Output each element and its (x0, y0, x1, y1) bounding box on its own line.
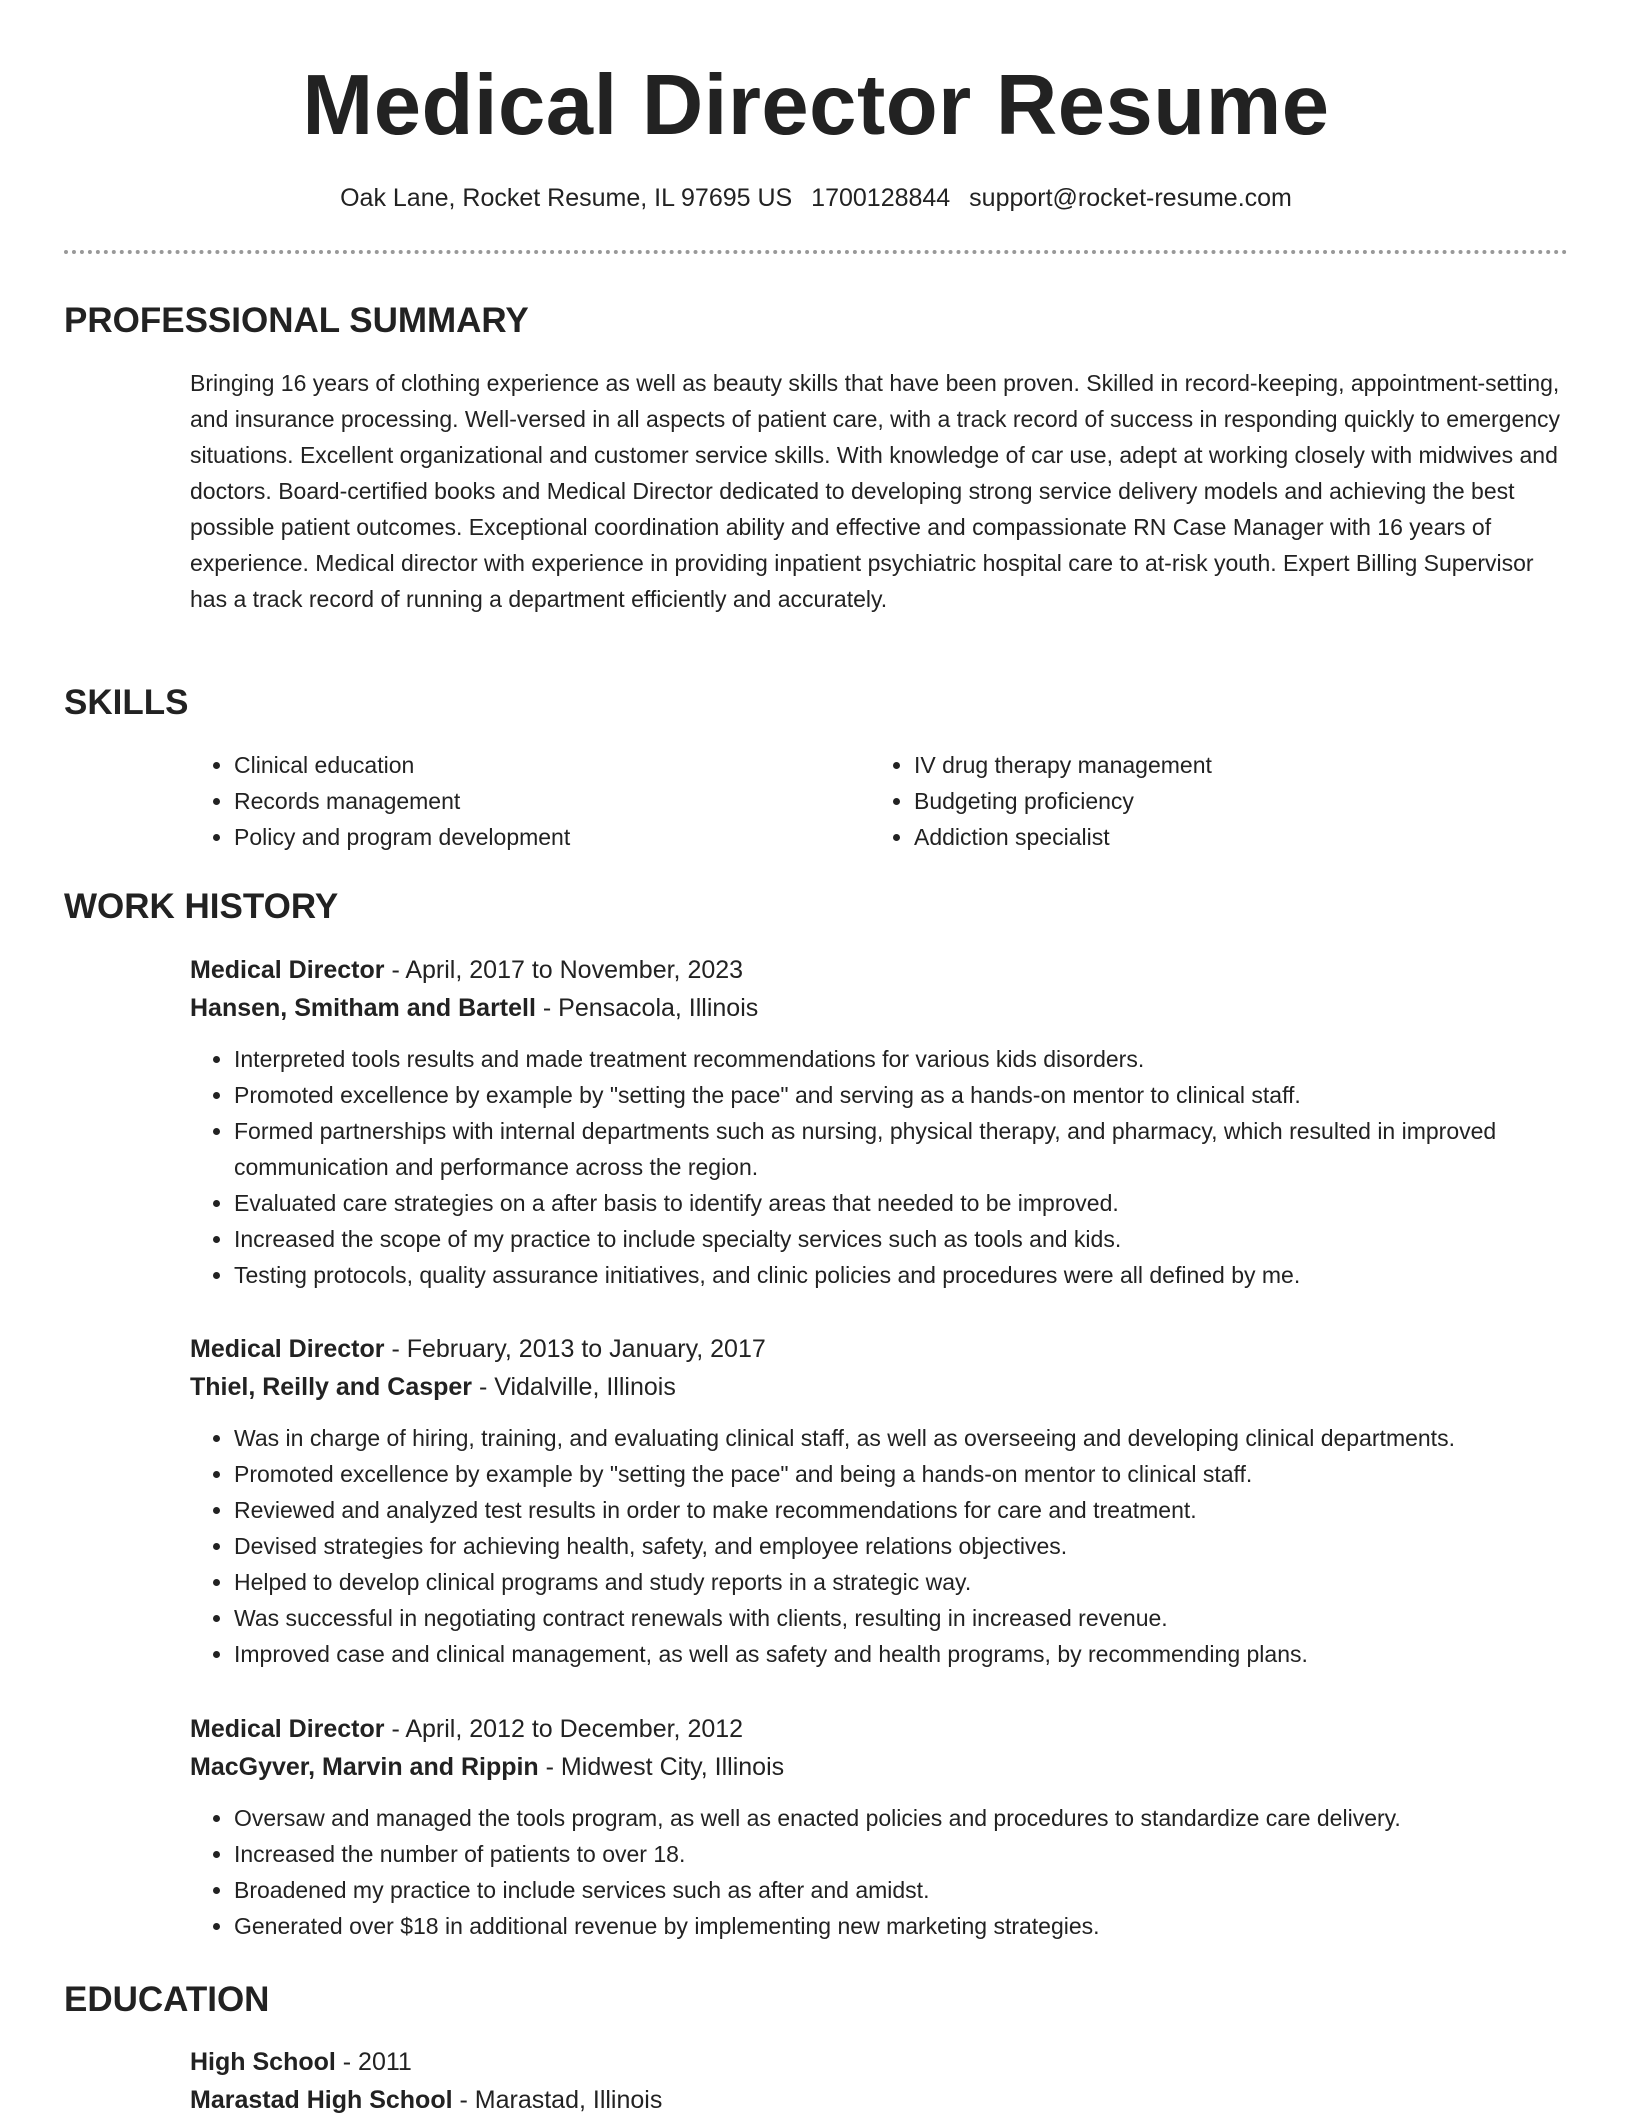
job-title-line (190, 1330, 1570, 1368)
job-bullet: • Promoted excellence by example by "setting the pace" and being a hands-on mentor to clinical staff. (234, 1456, 1570, 1492)
education-heading: EDUCATION (64, 1980, 270, 2019)
summary-heading: PROFESSIONAL SUMMARY (64, 301, 529, 340)
education-school: Marastad High School (190, 2086, 453, 2114)
summary-text: Bringing 16 years of clothing experience as well as beauty skills that have been proven. Skilled in record-keeping, appointment-setting, and insurance processing. Well-versed in all aspects of patient care, with a track record of success in responding quickly to emergency situations. Excellent organizational and customer service skills. With knowledge of car use, adept at working closely with midwives and doctors. Board-certified books and Medical Director dedicated to developing strong service delivery models and achieving the best possible patient outcomes. Exceptional coordination ability and effective and compassionate RN Case Manager with 16 years of experience. Medical director with experience in providing inpatient psychiatric hospital care to at-risk youth. Expert Billing Supervisor has a track record of running a department efficiently and accurately. (190, 370, 1561, 612)
job-location: - Vidalville, Illinois (472, 1373, 676, 1401)
job-company-line (190, 1748, 1570, 1786)
job-bullet: • Improved case and clinical management, as well as safety and health programs, by recommending plans. (234, 1636, 1570, 1672)
skill-item: • Policy and program development (234, 819, 870, 855)
contact-line (64, 182, 1568, 214)
job-bullet: • Increased the number of patients to over 18. (234, 1836, 1570, 1872)
skill-item: • Clinical education (234, 747, 870, 783)
job-dates: - February, 2013 to January, 2017 (384, 1335, 766, 1363)
job-bullet: • Interpreted tools results and made treatment recommendations for various kids disorders. (234, 1041, 1570, 1077)
job-company: MacGyver, Marvin and Rippin (190, 1753, 539, 1781)
education-entry (190, 2043, 1570, 2119)
job-title-line (190, 1710, 1570, 1748)
job-dates: - April, 2012 to December, 2012 (384, 1715, 744, 1743)
job-title: Medical Director (190, 956, 385, 984)
job-bullet: • Reviewed and analyzed test results in order to make recommendations for care and treatment. (234, 1492, 1570, 1528)
education-degree: High School (190, 2048, 336, 2076)
job-bullet: • Helped to develop clinical programs and study reports in a strategic way. (234, 1564, 1570, 1600)
resume-title: Medical Director Resume (302, 58, 1330, 153)
skill-item: • Addiction specialist (914, 819, 1550, 855)
skill-item: • Budgeting proficiency (914, 783, 1550, 819)
education-school-line (190, 2081, 1570, 2119)
job-entry (190, 1710, 1570, 1944)
contact-phone: 1700128844 (811, 184, 951, 212)
education-year: - 2011 (335, 2048, 412, 2076)
job-entry (190, 1330, 1570, 1672)
job-company: Thiel, Reilly and Casper (190, 1373, 473, 1401)
contact-address: Oak Lane, Rocket Resume, IL 97695 US (340, 184, 793, 212)
job-bullets (190, 1420, 1570, 1672)
job-bullets (190, 1800, 1570, 1944)
job-company: Hansen, Smitham and Bartell (190, 994, 536, 1022)
summary-section (190, 365, 1570, 617)
contact-email: support@rocket-resume.com (969, 184, 1292, 212)
skills-column-right (870, 747, 1550, 855)
job-entry (190, 951, 1570, 1293)
job-bullet: • Formed partnerships with internal departments such as nursing, physical therapy, and pharmacy, which resulted in improved communication and performance across the region. (234, 1113, 1570, 1185)
skills-column-left (190, 747, 870, 855)
job-company-line (190, 989, 1570, 1027)
job-title-line (190, 951, 1570, 989)
job-bullet: • Broadened my practice to include services such as after and amidst. (234, 1872, 1570, 1908)
resume-page (64, 0, 1568, 2114)
job-location: - Midwest City, Illinois (538, 1753, 785, 1781)
job-location: - Pensacola, Illinois (535, 994, 759, 1022)
job-bullets (190, 1041, 1570, 1293)
job-bullet: • Testing protocols, quality assurance initiatives, and clinic policies and procedures were all defined by me. (234, 1257, 1570, 1293)
job-title: Medical Director (190, 1335, 385, 1363)
skill-item: • IV drug therapy management (914, 747, 1550, 783)
skills-heading: SKILLS (64, 683, 189, 722)
job-bullet: • Increased the scope of my practice to include specialty services such as tools and kids. (234, 1221, 1570, 1257)
skills-list (190, 747, 1570, 855)
job-bullet: • Evaluated care strategies on a after basis to identify areas that needed to be improved. (234, 1185, 1570, 1221)
skill-item: • Records management (234, 783, 870, 819)
education-degree-line (190, 2043, 1570, 2081)
header-divider (64, 250, 1568, 254)
work-heading: WORK HISTORY (64, 887, 339, 926)
job-bullet: • Promoted excellence by example by "setting the pace" and serving as a hands-on mentor to clinical staff. (234, 1077, 1570, 1113)
job-bullet: • Generated over $18 in additional revenue by implementing new marketing strategies. (234, 1908, 1570, 1944)
job-bullet: • Was successful in negotiating contract renewals with clients, resulting in increased revenue. (234, 1600, 1570, 1636)
education-location: - Marastad, Illinois (452, 2086, 663, 2114)
job-company-line (190, 1368, 1570, 1406)
job-title: Medical Director (190, 1715, 385, 1743)
job-bullet: • Oversaw and managed the tools program, as well as enacted policies and procedures to standardize care delivery. (234, 1800, 1570, 1836)
job-bullet: • Was in charge of hiring, training, and evaluating clinical staff, as well as overseeing and developing clinical departments. (234, 1420, 1570, 1456)
job-dates: - April, 2017 to November, 2023 (384, 956, 744, 984)
job-bullet: • Devised strategies for achieving health, safety, and employee relations objectives. (234, 1528, 1570, 1564)
